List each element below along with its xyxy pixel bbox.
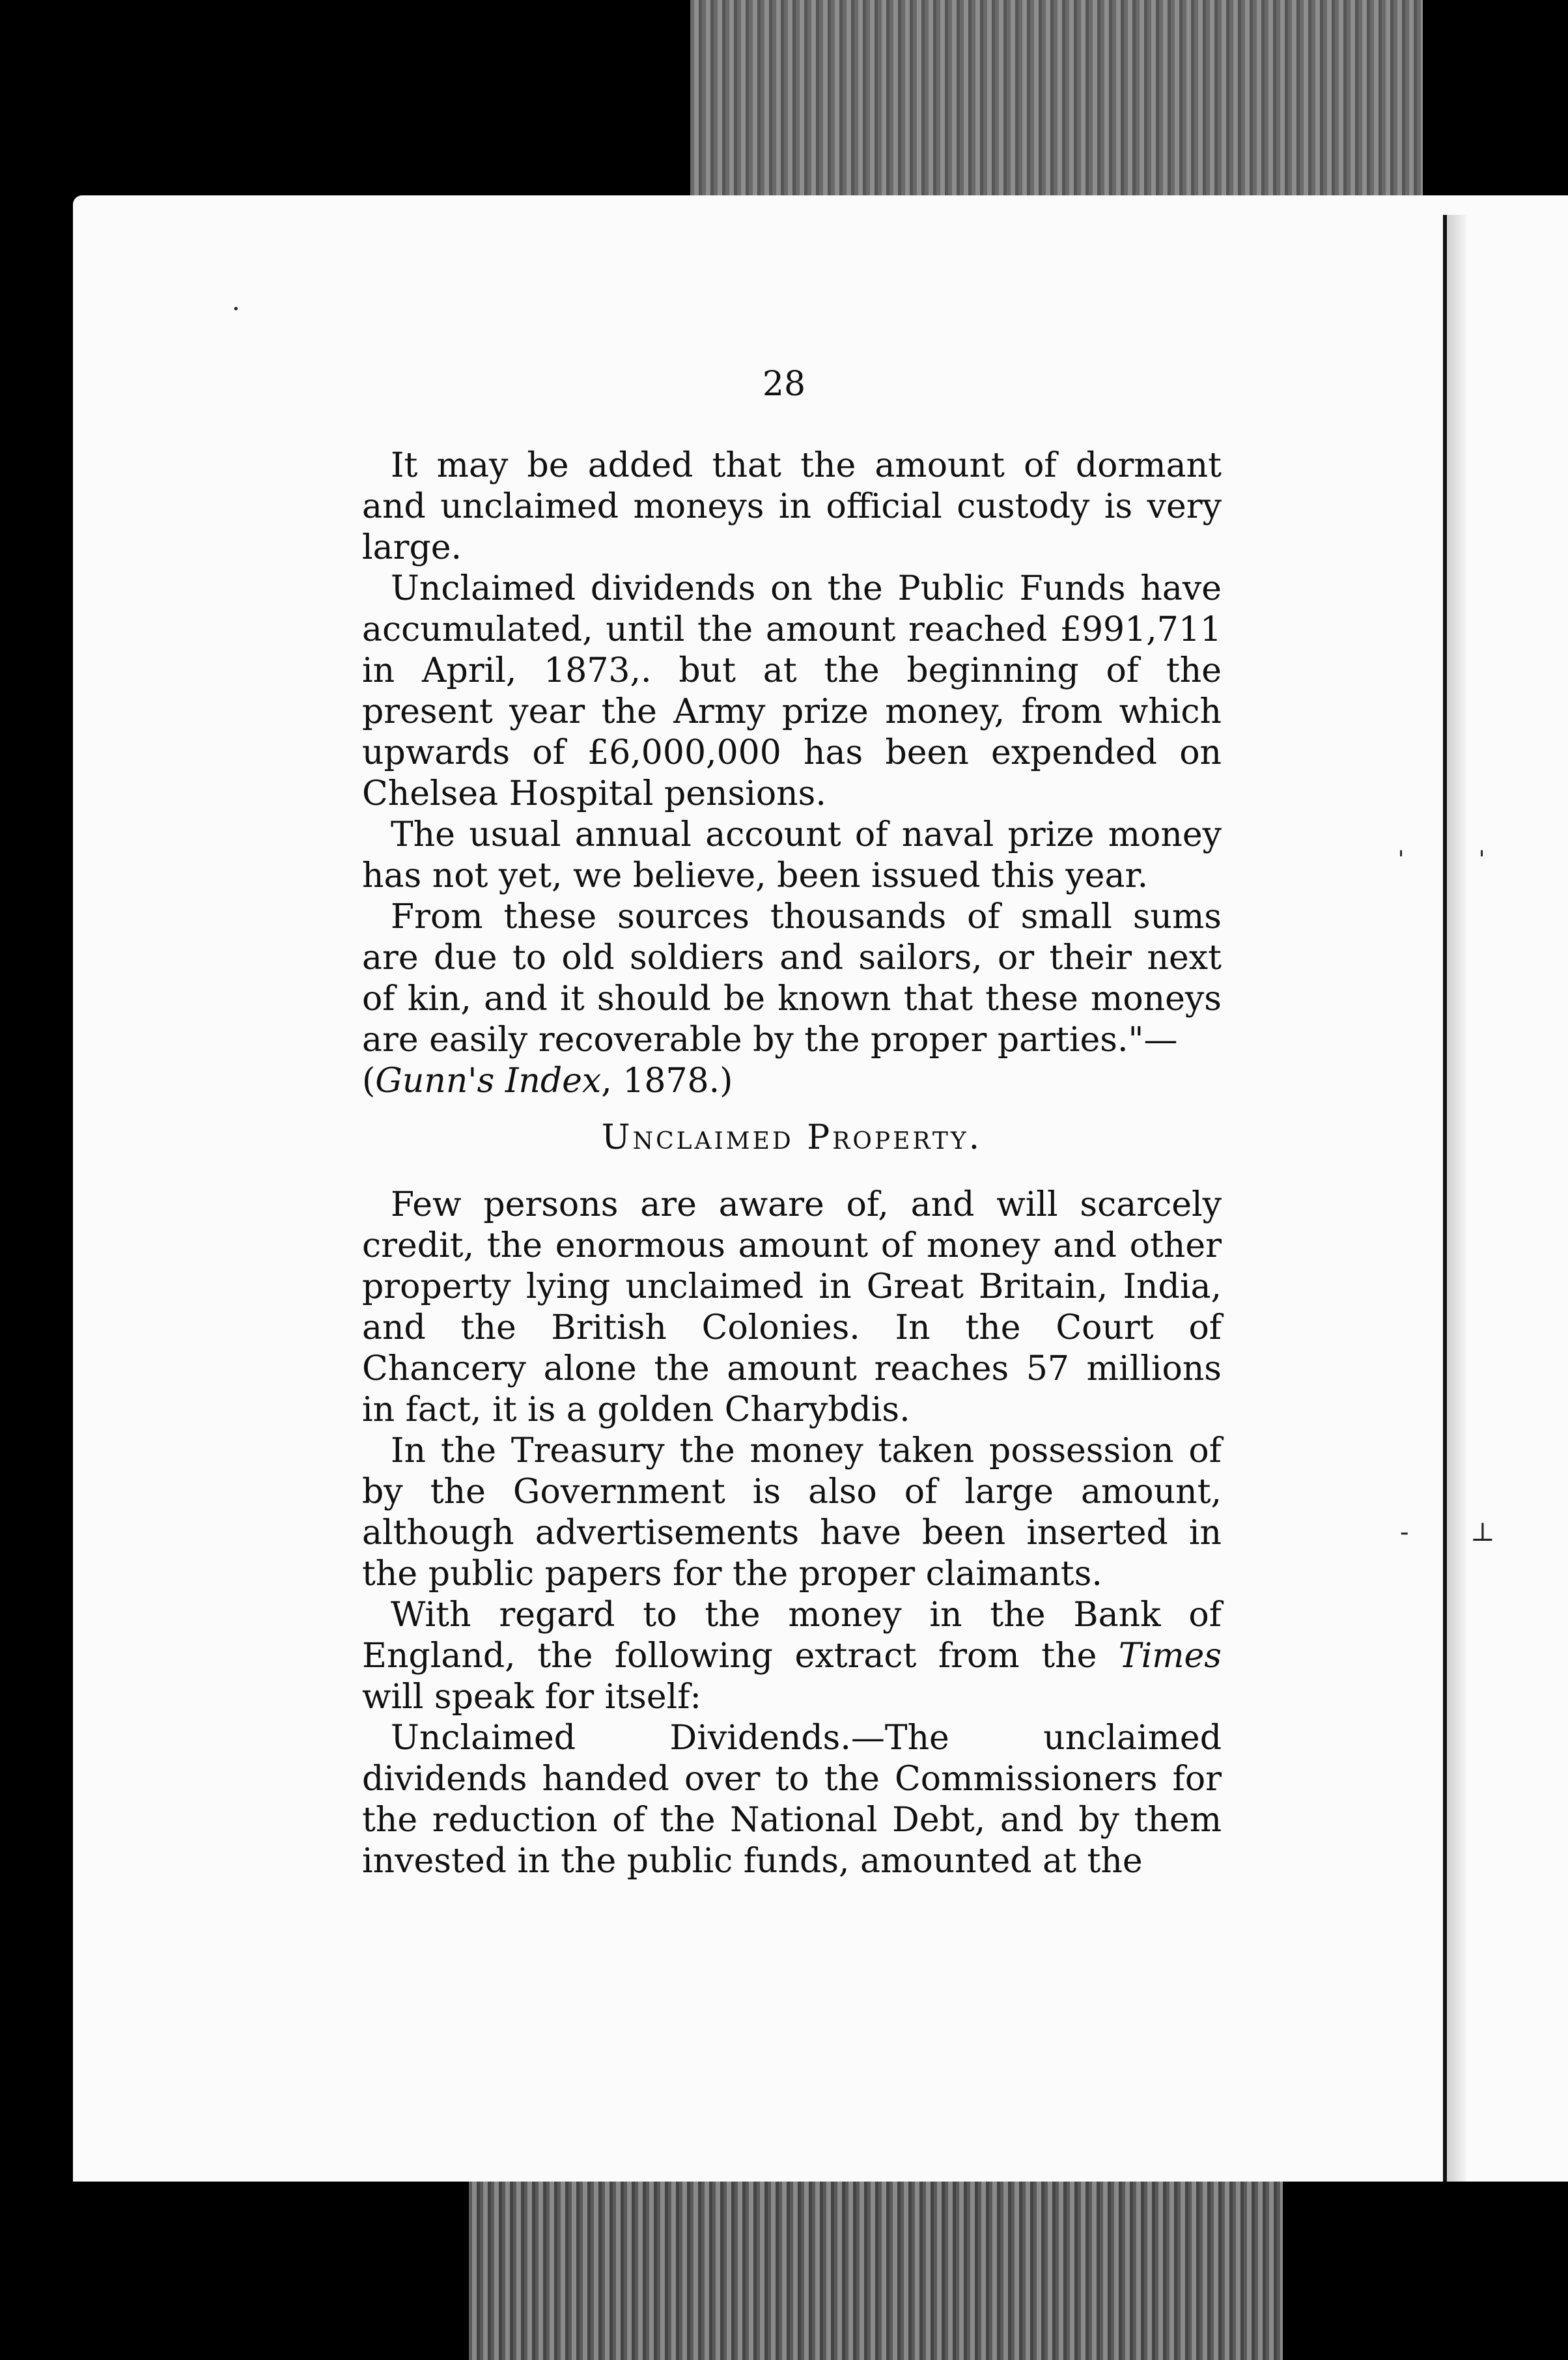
fold-shadow xyxy=(1447,215,1466,2182)
spine-bottom-edge xyxy=(469,2182,1283,2360)
margin-speck: · xyxy=(232,294,240,324)
main-text xyxy=(362,445,1222,1882)
citation-line xyxy=(362,1061,1222,1102)
spine-top-edge xyxy=(690,0,1423,215)
times-para-start: With regard to the money in the Bank of England, the following extract from the xyxy=(362,1595,1222,1676)
times-para-end: will speak for itself: xyxy=(362,1678,702,1717)
paragraph: Unclaimed Dividends.—The unclaimed dividends handed over to the Commissioners for the reduction of the National Debt, and by them invested in the public funds, amounted at the xyxy=(362,1719,1222,1881)
margin-mark-right: - xyxy=(1400,1517,1409,1547)
paragraph: In the Treasury the money taken possession of by the Government is also of large amount, although advertisements have been inserted in the public papers for the proper claimants. xyxy=(362,1431,1222,1594)
paragraph: The usual annual account of naval prize money has not yet, we believe, been issued this year. xyxy=(362,815,1222,895)
margin-mark-right: ˈ xyxy=(1478,847,1485,877)
margin-mark-right: ˈ xyxy=(1397,847,1405,877)
paragraph: Few persons are aware of, and will scarcely credit, the enormous amount of money and other property lying unclaimed in Great Britain, India, and the British Colonies. In the Court of Chancery alone the amount reaches 57 millions in fact, it is a golden Charybdis. xyxy=(362,1185,1222,1429)
page-fold xyxy=(1443,215,1447,2182)
margin-mark-right: ⊥ xyxy=(1470,1517,1495,1547)
citation-source: Gunn's Index xyxy=(375,1061,602,1101)
page-number: 28 xyxy=(762,365,806,404)
times-name: Times xyxy=(1118,1637,1222,1676)
paragraph: It may be added that the amount of dormant and unclaimed moneys in official custody is very large. xyxy=(362,446,1222,567)
paragraph: From these sources thousands of small sums are due to old soldiers and sailors, or their next of kin, and it should be known that these moneys are easily recoverable by the proper parties."— xyxy=(362,897,1222,1060)
section-heading: Unclaimed Property. xyxy=(601,1118,983,1157)
citation-rest: , 1878.) xyxy=(601,1061,733,1101)
paragraph: Unclaimed dividends on the Public Funds have accumulated, until the amount reached £991,711 in April, 1873,. but at the beginning of the present year the Army prize money, from which upwards of £6,000,000 has been expended on Chelsea Hospital pensions. xyxy=(362,569,1222,813)
citation-open: ( xyxy=(362,1061,376,1101)
paragraph xyxy=(362,1595,1222,1718)
